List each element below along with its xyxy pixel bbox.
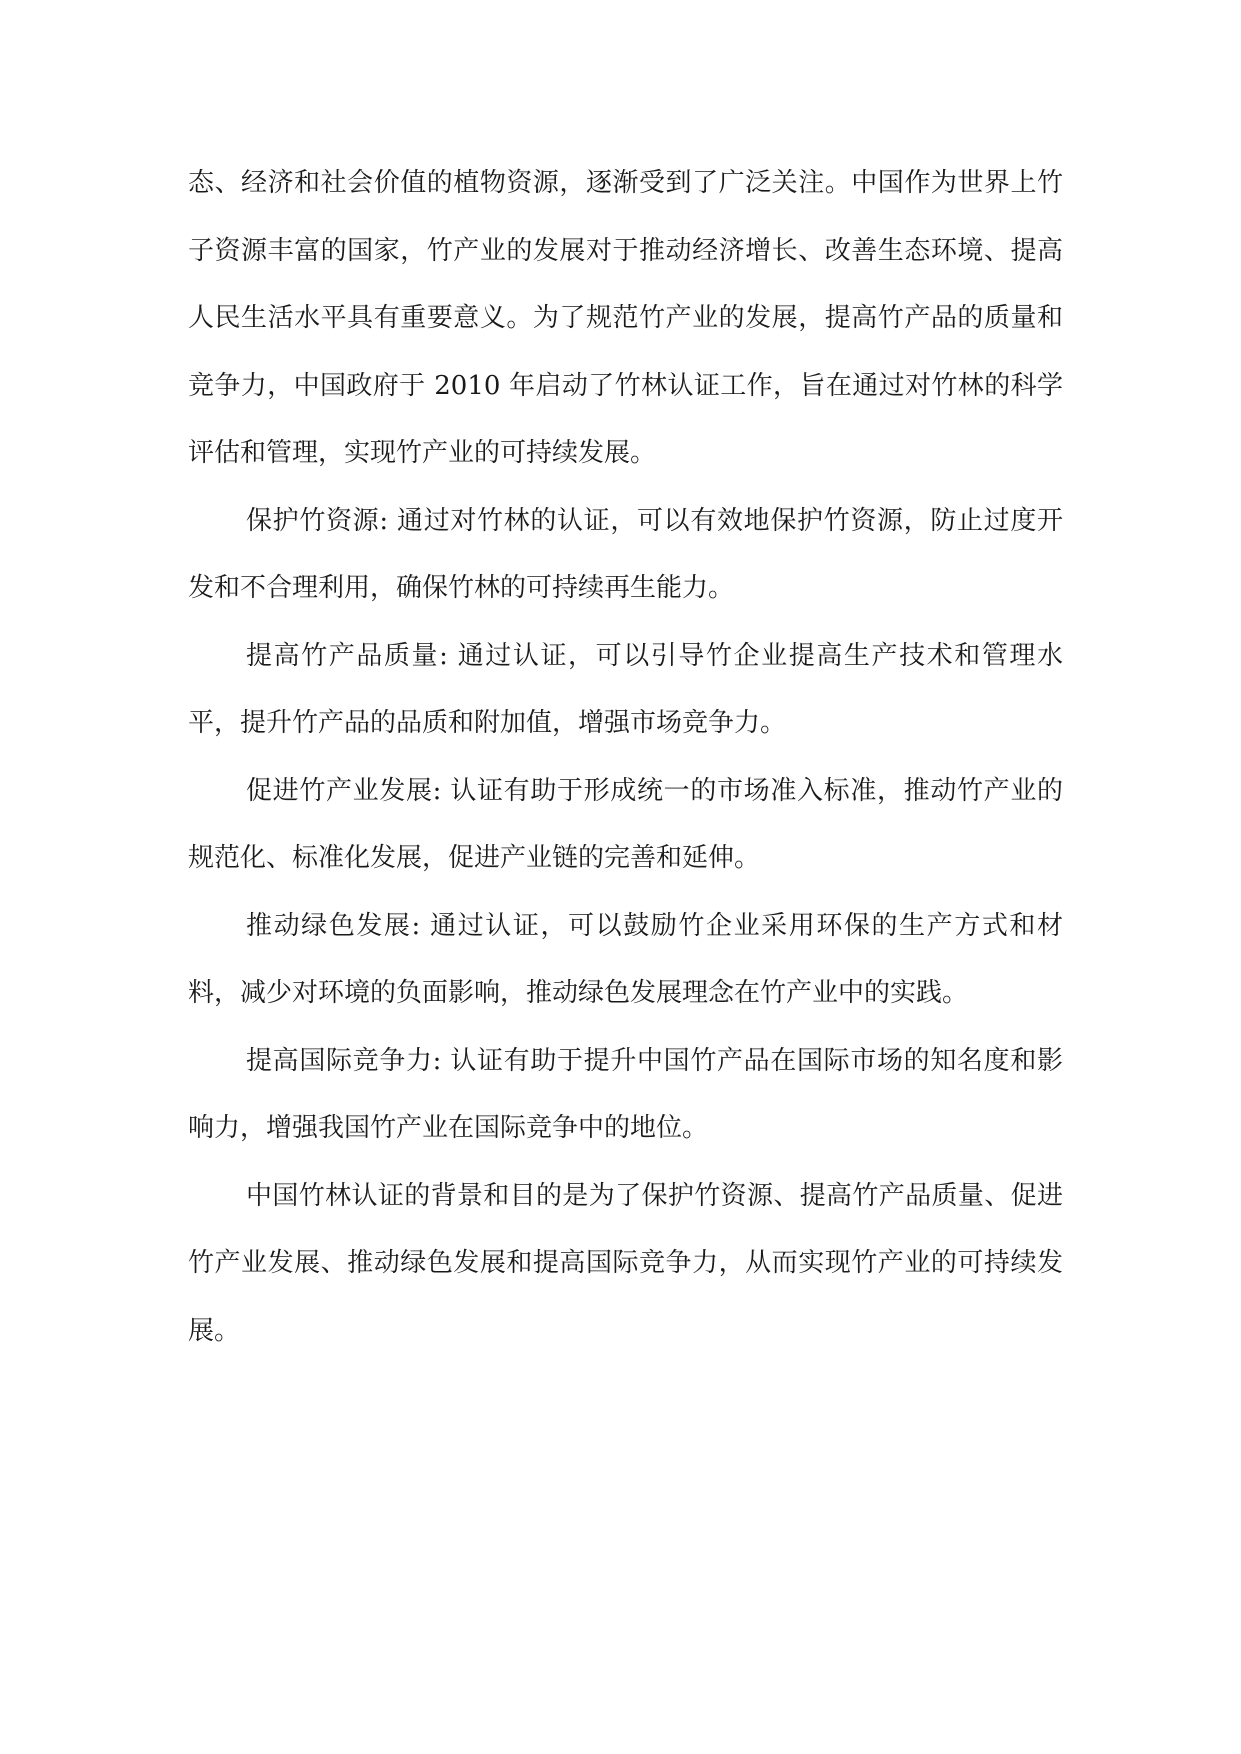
paragraph-summary-text: 中国竹林认证的背景和目的是为了保护竹资源、提高竹产品质量、促进竹产业发展、推动绿色发展和提高国际竞争力，从而实现竹产业的可持续发展。 (188, 1180, 1063, 1346)
paragraph-protect-resources-term: 保护竹资源: (246, 505, 389, 536)
paragraph-product-quality-text: 通过认证，可以引导竹企业提高生产技术和管理水平，提升竹产品的品质和附加值，增强市场竞争力。 (188, 640, 1063, 738)
paragraph-green-development (188, 893, 1063, 1028)
paragraph-intro-text: 态、经济和社会价值的植物资源，逐渐受到了广泛关注。中国作为世界上竹子资源丰富的国家，竹产业的发展对于推动经济增长、改善生态环境、提高人民生活水平具有重要意义。为了规范竹产业的发展，提高竹产品的质量和竞争力，中国政府于 2010 年启动了竹林认证工作，旨在通过对竹林的科学评估和管理，实现竹产业的可持续发展。 (188, 168, 1063, 468)
paragraph-protect-resources-text: 通过对竹林的认证，可以有效地保护竹资源，防止过度开发和不合理利用，确保竹林的可持续再生能力。 (188, 505, 1063, 603)
document-body (188, 150, 1063, 1365)
paragraph-international-competitiveness (188, 1028, 1063, 1163)
paragraph-green-development-text: 通过认证，可以鼓励竹企业采用环保的生产方式和材料，减少对环境的负面影响，推动绿色发展理念在竹产业中的实践。 (188, 910, 1064, 1008)
paragraph-intro (188, 150, 1063, 488)
paragraph-product-quality (188, 623, 1063, 758)
paragraph-protect-resources (188, 488, 1063, 623)
paragraph-international-competitiveness-text: 认证有助于提升中国竹产品在国际市场的知名度和影响力，增强我国竹产业在国际竞争中的地位。 (188, 1045, 1063, 1143)
paragraph-industry-development-term: 促进竹产业发展: (246, 775, 442, 806)
paragraph-industry-development (188, 758, 1063, 893)
paragraph-product-quality-term: 提高竹产品质量: (246, 640, 448, 671)
paragraph-summary (188, 1163, 1063, 1366)
paragraph-green-development-term: 推动绿色发展: (246, 910, 421, 941)
paragraph-international-competitiveness-term: 提高国际竞争力: (246, 1045, 442, 1076)
paragraph-industry-development-text: 认证有助于形成统一的市场准入标准，推动竹产业的规范化、标准化发展，促进产业链的完善和延伸。 (188, 775, 1063, 873)
